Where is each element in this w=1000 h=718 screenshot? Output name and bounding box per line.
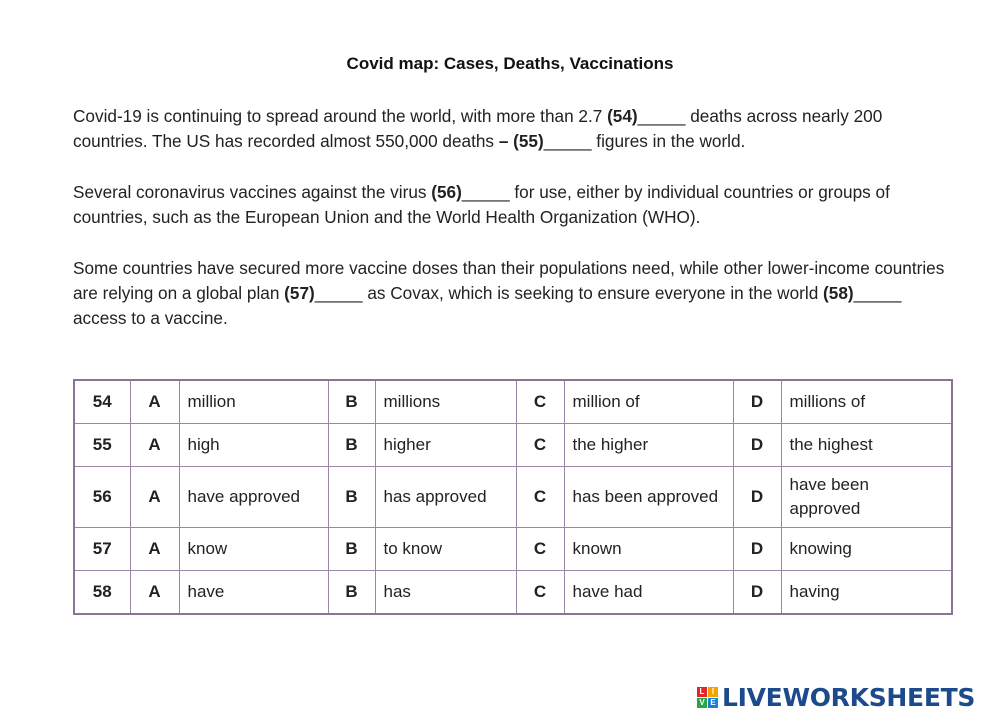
worksheet-title: Covid map: Cases, Deaths, Vaccinations [346,54,674,73]
option-d[interactable]: millions of [781,380,952,424]
option-c[interactable]: have had [564,571,733,615]
logo-mark-i: I [708,687,718,697]
table-row [74,467,952,528]
logo-text: LIVEWORKSHEETS [722,682,976,712]
paragraph-2 [73,180,951,230]
option-d[interactable]: knowing [781,528,952,571]
blank-55[interactable]: _____ [543,131,592,151]
logo-mark-l: L [697,687,707,697]
blank-57[interactable]: _____ [314,283,363,303]
gap-label-57: (57) [284,283,315,303]
letter-a: A [130,424,179,467]
letter-d: D [733,528,781,571]
letter-a: A [130,380,179,424]
option-b[interactable]: to know [375,528,516,571]
liveworksheets-logo [697,682,975,712]
table-row [74,380,952,424]
text: figures in the world. [591,131,746,151]
blank-58[interactable]: _____ [853,283,902,303]
blank-54[interactable]: _____ [637,106,686,126]
letter-d: D [733,380,781,424]
option-c[interactable]: million of [564,380,733,424]
letter-b: B [328,380,375,424]
logo-mark-v: V [697,698,707,708]
letter-c: C [516,528,564,571]
option-c[interactable]: has been approved [564,467,733,528]
paragraph-1 [73,104,951,154]
option-b[interactable]: has approved [375,467,516,528]
letter-c: C [516,380,564,424]
option-b[interactable]: has [375,571,516,615]
letter-a: A [130,571,179,615]
option-d[interactable]: the highest [781,424,952,467]
letter-c: C [516,467,564,528]
table-row [74,424,952,467]
option-c[interactable]: the higher [564,424,733,467]
question-number: 57 [74,528,130,571]
option-b[interactable]: millions [375,380,516,424]
letter-c: C [516,571,564,615]
question-number: 58 [74,571,130,615]
letter-c: C [516,424,564,467]
letter-a: A [130,467,179,528]
option-a[interactable]: high [179,424,328,467]
question-number: 56 [74,467,130,528]
letter-d: D [733,424,781,467]
option-c[interactable]: known [564,528,733,571]
letter-b: B [328,424,375,467]
letter-b: B [328,467,375,528]
table-row [74,571,952,615]
question-number: 54 [74,380,130,424]
blank-56[interactable]: _____ [461,182,510,202]
text: Some countries have secured more vaccine doses than their populations need, while other lower-income countries are relying on a global plan [73,258,945,303]
letter-a: A [130,528,179,571]
option-a[interactable]: million [179,380,328,424]
text: Several coronavirus vaccines against the virus [73,182,432,202]
option-d[interactable]: have been approved [781,467,952,528]
gap-label-56: (56) [431,182,462,202]
logo-mark-e: E [708,698,718,708]
letter-b: B [328,571,375,615]
text: deaths across nearly 200 countries. The US has recorded almost 550,000 deaths [73,106,883,151]
text: Covid-19 is continuing to spread around the world, with more than 2.7 [73,106,608,126]
text: as Covax, which is seeking to ensure everyone in the world [362,283,824,303]
letter-b: B [328,528,375,571]
option-d[interactable]: having [781,571,952,615]
paragraph-3 [73,256,951,331]
gap-label-58: (58) [823,283,854,303]
option-a[interactable]: know [179,528,328,571]
option-a[interactable]: have approved [179,467,328,528]
text: for use, either by individual countries or groups of countries, such as the European Union and the World Health Organization (WHO). [73,182,890,227]
question-number: 55 [74,424,130,467]
letter-d: D [733,467,781,528]
gap-label-54: (54) [607,106,638,126]
logo-mark-icon [697,687,718,708]
options-table [73,379,953,615]
option-a[interactable]: have [179,571,328,615]
letter-d: D [733,571,781,615]
option-b[interactable]: higher [375,424,516,467]
gap-label-55: (55) [508,131,544,151]
text: access to a vaccine. [73,308,228,328]
dash: – [498,131,509,151]
table-row [74,528,952,571]
